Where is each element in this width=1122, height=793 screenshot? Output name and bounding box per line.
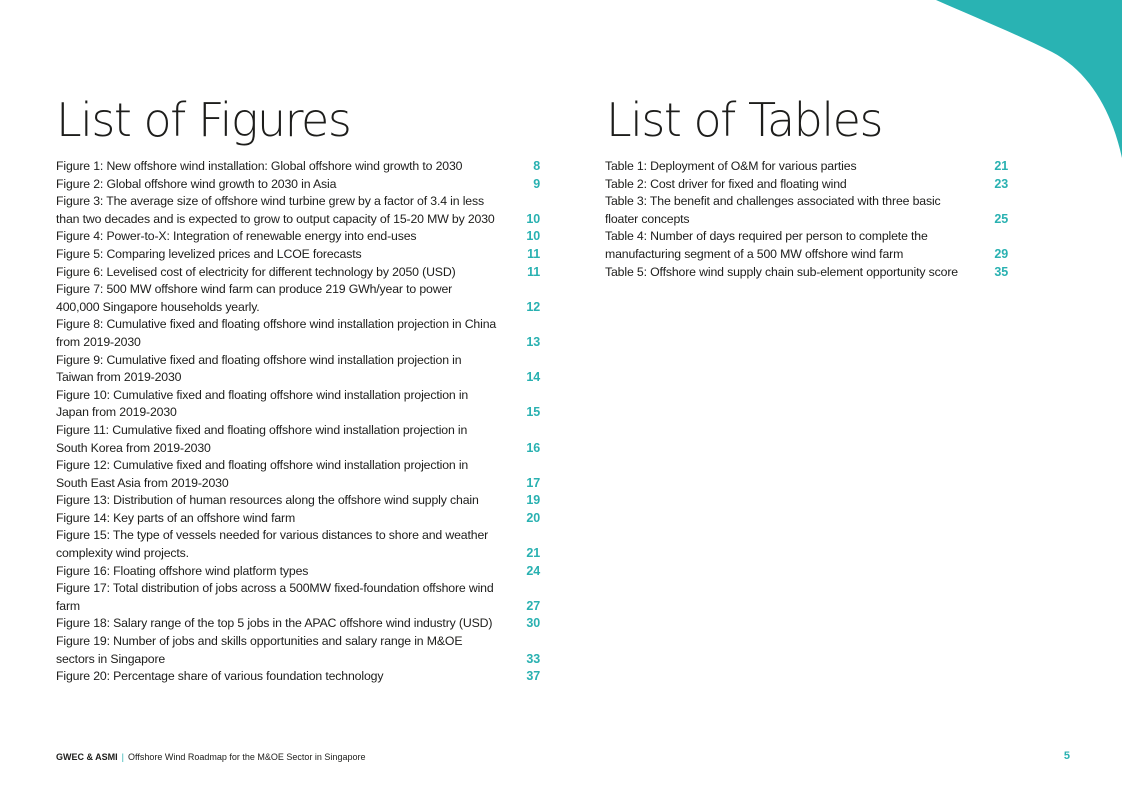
figure-entry-page: 13 xyxy=(526,334,540,349)
figure-entry-page: 11 xyxy=(527,264,540,279)
footer-org: GWEC & ASMI xyxy=(56,752,118,762)
figure-entry[interactable] xyxy=(56,246,540,264)
figure-entry-page: 12 xyxy=(526,299,540,314)
figure-entry-title: Figure 6: Levelised cost of electricity for different technology by 2050 (USD) xyxy=(56,264,456,279)
footer-separator: | xyxy=(121,752,125,762)
figure-entry-title: Figure 2: Global offshore wind growth to 2030 in Asia xyxy=(56,176,337,191)
footer-title: Offshore Wind Roadmap for the M&OE Sector in Singapore xyxy=(128,752,366,762)
table-entry[interactable] xyxy=(605,176,1008,194)
figure-entry[interactable] xyxy=(56,193,540,228)
figure-entry-page: 20 xyxy=(526,510,540,525)
figure-entry-title: Figure 11: Cumulative fixed and floating offshore wind installation projection in South Korea from 2019-2030 xyxy=(56,422,468,455)
figure-entry-page: 30 xyxy=(526,616,540,631)
table-entry-title: Table 2: Cost driver for fixed and floating wind xyxy=(605,176,847,191)
figure-entry-title: Figure 16: Floating offshore wind platform types xyxy=(56,563,309,578)
figure-entry-title: Figure 5: Comparing levelized prices and LCOE forecasts xyxy=(56,246,362,261)
figure-entry-title: Figure 9: Cumulative fixed and floating offshore wind installation projection in Taiwan from 2019-2030 xyxy=(56,352,462,385)
figure-entry-page: 19 xyxy=(526,493,540,508)
figure-entry-title: Figure 20: Percentage share of various foundation technology xyxy=(56,669,384,684)
table-entry-title: Table 3: The benefit and challenges associated with three basic floater concepts xyxy=(605,194,941,226)
tables-list xyxy=(605,158,1008,281)
figure-entry-page: 27 xyxy=(526,598,540,613)
figure-entry-title: Figure 12: Cumulative fixed and floating offshore wind installation projection in South East Asia from 2019-2030 xyxy=(56,458,469,490)
figure-entry-page: 8 xyxy=(533,159,540,173)
table-entry-page: 25 xyxy=(994,211,1008,226)
figure-entry-page: 37 xyxy=(526,669,540,684)
table-entry[interactable] xyxy=(605,228,1008,263)
table-entry-title: Table 4: Number of days required per person to complete the manufacturing segment of a 500 MW offshore wind farm xyxy=(605,229,928,261)
figure-entry-title: Figure 17: Total distribution of jobs across a 500MW fixed-foundation offshore wind farm xyxy=(56,581,494,613)
figure-entry-page: 10 xyxy=(526,229,540,244)
figure-entry[interactable] xyxy=(56,352,540,387)
figures-list xyxy=(56,158,540,686)
figure-entry[interactable] xyxy=(56,176,540,194)
figure-entry-title: Figure 8: Cumulative fixed and floating offshore wind installation projection in China from 2019-2030 xyxy=(56,317,497,349)
figure-entry-page: 16 xyxy=(526,440,540,455)
figure-entry-title: Figure 1: New offshore wind installation: Global offshore wind growth to 2030 xyxy=(56,159,463,173)
footer xyxy=(56,752,365,762)
figure-entry[interactable] xyxy=(56,387,540,422)
figure-entry-page: 10 xyxy=(526,211,540,226)
figure-entry-page: 33 xyxy=(526,651,540,666)
list-of-figures-heading: List of Figures xyxy=(56,93,351,147)
figure-entry[interactable] xyxy=(56,492,540,510)
figure-entry[interactable] xyxy=(56,510,540,528)
table-entry[interactable] xyxy=(605,158,1008,176)
figure-entry-page: 14 xyxy=(526,370,540,385)
figure-entry[interactable] xyxy=(56,615,540,633)
figure-entry[interactable] xyxy=(56,228,540,246)
figure-entry-title: Figure 10: Cumulative fixed and floating offshore wind installation projection in Japan from 2019-2030 xyxy=(56,387,469,420)
figure-entry-page: 9 xyxy=(533,176,540,191)
figure-entry[interactable] xyxy=(56,316,540,351)
table-entry-title: Table 1: Deployment of O&M for various parties xyxy=(605,159,857,173)
list-of-tables-heading: List of Tables xyxy=(606,93,882,147)
figure-entry-title: Figure 3: The average size of offshore wind turbine grew by a factor of 3.4 in less than two decades and is expected to grow to output capacity of 15-20 MW by 2030 xyxy=(56,194,495,226)
table-entry[interactable] xyxy=(605,193,1008,228)
figure-entry[interactable] xyxy=(56,527,540,562)
figure-entry-title: Figure 19: Number of jobs and skills opportunities and salary range in M&OE sectors in Singapore xyxy=(56,634,463,666)
figure-entry-page: 15 xyxy=(526,405,540,420)
figure-entry-title: Figure 15: The type of vessels needed for various distances to shore and weather complexity wind projects. xyxy=(56,528,489,561)
figure-entry[interactable] xyxy=(56,668,540,686)
figure-entry-title: Figure 14: Key parts of an offshore wind farm xyxy=(56,510,296,525)
figure-entry-page: 21 xyxy=(526,546,540,561)
table-entry-page: 23 xyxy=(994,176,1008,191)
figure-entry-title: Figure 7: 500 MW offshore wind farm can produce 219 GWh/year to power 400,000 Singapore households yearly. xyxy=(56,282,453,314)
figure-entry[interactable] xyxy=(56,633,540,668)
figure-entry-title: Figure 18: Salary range of the top 5 jobs in the APAC offshore wind industry (USD) xyxy=(56,616,493,631)
figure-entry-page: 24 xyxy=(526,563,540,578)
table-entry-page: 21 xyxy=(994,159,1008,173)
figure-entry-page: 17 xyxy=(526,475,540,490)
figure-entry[interactable] xyxy=(56,580,540,615)
table-entry-page: 29 xyxy=(994,246,1008,261)
figure-entry[interactable] xyxy=(56,281,540,316)
figure-entry[interactable] xyxy=(56,422,540,457)
table-entry-title: Table 5: Offshore wind supply chain sub-element opportunity score xyxy=(605,264,958,279)
figure-entry[interactable] xyxy=(56,264,540,282)
page-number: 5 xyxy=(1063,750,1070,762)
table-entry[interactable] xyxy=(605,264,1008,282)
figure-entry[interactable] xyxy=(56,563,540,581)
figure-entry-title: Figure 13: Distribution of human resources along the offshore wind supply chain xyxy=(56,493,479,508)
figure-entry[interactable] xyxy=(56,158,540,176)
table-entry-page: 35 xyxy=(994,264,1008,279)
figure-entry[interactable] xyxy=(56,457,540,492)
figure-entry-page: 11 xyxy=(527,246,540,261)
figure-entry-title: Figure 4: Power-to-X: Integration of renewable energy into end-uses xyxy=(56,229,417,244)
